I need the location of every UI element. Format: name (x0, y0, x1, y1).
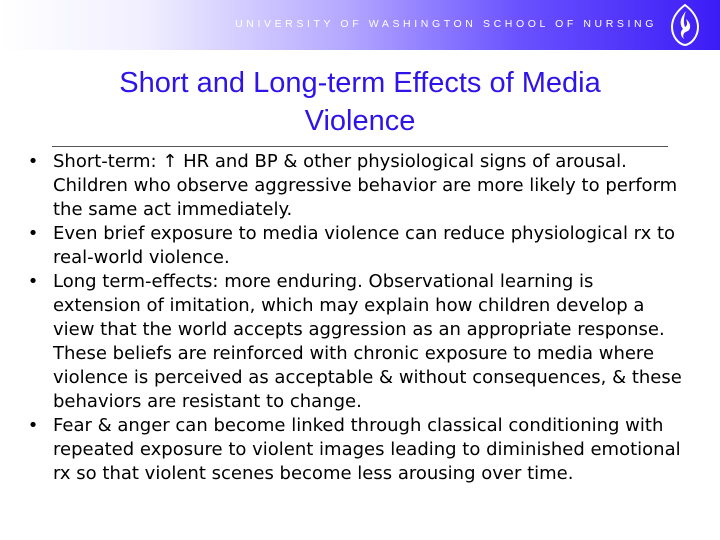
bullet-dot-icon: • (27, 415, 39, 436)
bullet-text: Long term-effects: more enduring. Observational learning is extension of imitation, which may explain how children develop a view that the world accepts aggression as an appropriate response. These beliefs are reinforced with chronic exposure to media where violence is perceived as acceptable & without consequences, & these behaviors are resistant to change. (53, 271, 682, 412)
bullet-text: Even brief exposure to media violence can reduce physiological rx to real-world violence. (53, 223, 676, 268)
bullet-item-long-term (26, 270, 686, 414)
slide-title (60, 64, 660, 140)
bullet-item-short-term (26, 150, 686, 222)
bullet-text: Short-term: ↑ HR and BP & other physiological signs of arousal. Children who observe aggressive behavior are more likely to perform the same act immediately. (53, 151, 678, 220)
slide-title-line-1: Short and Long-term Effects of Media (119, 67, 601, 99)
bullet-item-brief-exposure (26, 222, 686, 270)
bullet-item-fear-anger (26, 414, 686, 486)
institution-name: UNIVERSITY OF WASHINGTON SCHOOL OF NURSING (235, 18, 657, 30)
bullet-dot-icon: • (27, 151, 39, 172)
title-divider (52, 146, 668, 147)
slide-title-line-2: Violence (304, 105, 416, 137)
bullet-list (26, 150, 686, 486)
header-band (0, 0, 720, 50)
bullet-text: Fear & anger can become linked through classical conditioning with repeated exposure to violent images leading to diminished emotional rx so that violent scenes become less arousing over time. (53, 415, 681, 484)
bullet-dot-icon: • (27, 271, 39, 292)
bullet-dot-icon: • (27, 223, 39, 244)
uw-nursing-flame-logo-icon (668, 4, 702, 46)
